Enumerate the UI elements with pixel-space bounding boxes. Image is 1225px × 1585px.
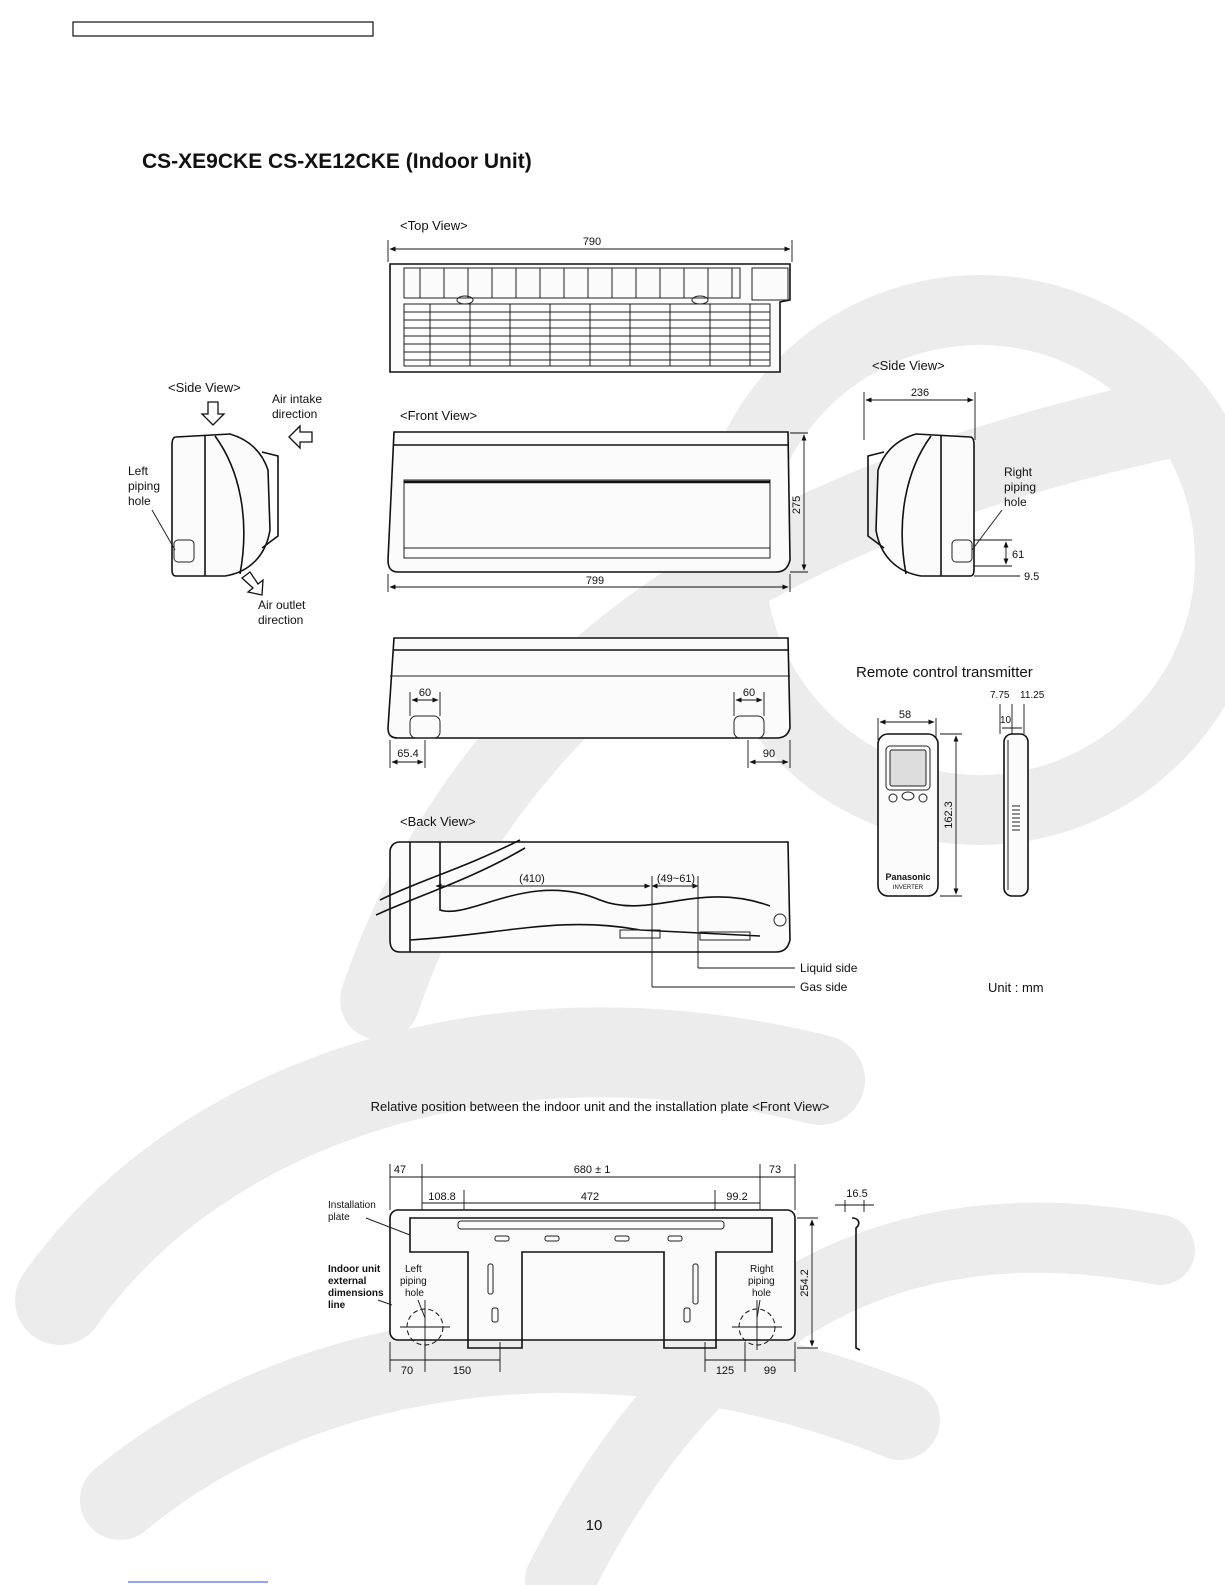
plate-label-line2: plate <box>328 1212 350 1223</box>
page-title: CS-XE9CKE CS-XE12CKE (Indoor Unit) <box>142 150 532 173</box>
install-left-hole-line2: piping <box>400 1276 427 1287</box>
install-dim-second-mid: 472 <box>580 1191 600 1203</box>
back-view-dim-b: (49~61) <box>656 873 696 885</box>
install-left-hole-line3: hole <box>405 1288 424 1299</box>
install-dim-top-left: 47 <box>393 1164 407 1176</box>
install-dim-bottom-4: 99 <box>763 1365 777 1377</box>
gas-side-label: Gas side <box>800 980 848 994</box>
left-side-view <box>128 380 322 627</box>
front-view <box>388 408 808 592</box>
installation-caption: Relative position between the indoor unit and the installation plate <Front View> <box>370 1099 830 1114</box>
install-right-hole-line1: Right <box>750 1264 774 1275</box>
bottom-view <box>388 638 790 768</box>
back-view-label: <Back View> <box>400 814 476 829</box>
install-dim-bottom-3: 125 <box>715 1365 735 1377</box>
right-hole-height: 61 <box>1012 549 1025 561</box>
page-number: 10 <box>585 1517 603 1534</box>
header-box <box>73 22 373 36</box>
remote-depth-c: 10 <box>1000 715 1012 726</box>
front-view-label: <Front View> <box>400 408 478 423</box>
left-side-view-label: <Side View> <box>168 380 241 395</box>
install-dim-top-mid: 680 ± 1 <box>573 1164 611 1176</box>
remote-depth-a: 7.75 <box>990 690 1010 701</box>
install-dim-second-right: 99.2 <box>726 1191 748 1203</box>
back-view-dim-a: (410) <box>519 873 545 885</box>
outline-label-line4: line <box>328 1300 346 1311</box>
install-dim-bottom-2: 150 <box>452 1365 472 1377</box>
air-intake-side-arrow-icon <box>289 426 312 448</box>
installation-plate-view <box>328 1099 874 1377</box>
outline-label-line3: dimensions <box>328 1288 384 1299</box>
unit-note: Unit : mm <box>988 980 1044 995</box>
install-left-hole-line1: Left <box>405 1264 422 1275</box>
liquid-side-label: Liquid side <box>800 961 858 975</box>
right-bottom-offset: 9.5 <box>1024 571 1040 583</box>
air-intake-line1: Air intake <box>272 392 323 406</box>
front-view-width: 799 <box>585 575 605 587</box>
remote-sub: INVERTER <box>892 885 924 891</box>
right-side-view-depth: 236 <box>910 387 930 399</box>
air-intake-down-arrow-icon <box>202 402 224 425</box>
right-side-view-label: <Side View> <box>872 358 945 373</box>
air-outlet-arrow-icon <box>242 572 263 595</box>
air-outlet-line2: direction <box>258 613 304 627</box>
install-dim-bottom-1: 70 <box>400 1365 414 1377</box>
top-view <box>388 218 792 372</box>
install-right-hole-line2: piping <box>748 1276 775 1287</box>
right-piping-line2: piping <box>1004 480 1037 494</box>
install-dim-second-left: 108.8 <box>428 1191 456 1203</box>
right-piping-line1: Right <box>1004 465 1033 479</box>
right-piping-line3: hole <box>1004 495 1027 509</box>
top-view-width: 790 <box>582 236 602 248</box>
bottom-left-offset: 65.4 <box>397 748 419 760</box>
front-view-height: 275 <box>791 495 803 515</box>
left-piping-line2: piping <box>128 479 161 493</box>
install-dim-top-right: 73 <box>768 1164 782 1176</box>
bottom-right-hole: 60 <box>742 687 756 699</box>
plate-label-line1: Installation <box>328 1200 376 1211</box>
remote-height: 162.3 <box>943 801 955 829</box>
remote-label: Remote control transmitter <box>856 664 1033 681</box>
air-outlet-line1: Air outlet <box>258 598 306 612</box>
outline-label-line2: external <box>328 1276 367 1287</box>
top-view-label: <Top View> <box>400 218 468 233</box>
bottom-right-offset: 90 <box>762 748 776 760</box>
install-right-hole-line3: hole <box>752 1288 771 1299</box>
remote-depth-b: 11.25 <box>1020 690 1045 701</box>
left-piping-line1: Left <box>128 464 149 478</box>
left-piping-line3: hole <box>128 494 151 508</box>
remote-width: 58 <box>898 709 912 721</box>
right-side-view <box>864 358 1039 583</box>
install-height: 254.2 <box>799 1269 811 1297</box>
air-intake-line2: direction <box>272 407 318 421</box>
install-thickness: 16.5 <box>846 1188 868 1200</box>
outline-label-line1: Indoor unit <box>328 1264 381 1275</box>
remote-brand: Panasonic <box>885 872 931 882</box>
bottom-left-hole: 60 <box>418 687 432 699</box>
